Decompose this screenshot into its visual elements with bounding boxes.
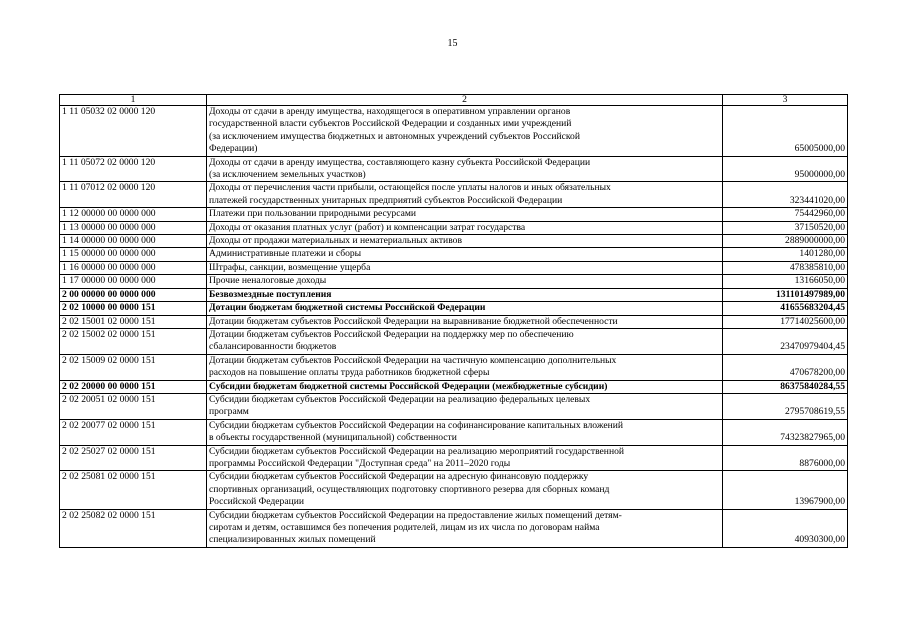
description-line: Российской Федерации xyxy=(209,496,304,508)
description-line: Административные платежи и сборы xyxy=(209,248,362,260)
revenue-description xyxy=(207,509,723,547)
budget-code: 2 02 20000 00 0000 151 xyxy=(60,380,207,393)
amount: 17714025600,00 xyxy=(723,315,848,328)
revenue-description xyxy=(207,445,723,471)
revenue-description xyxy=(207,328,723,354)
budget-code: 2 02 15001 02 0000 151 xyxy=(60,315,207,328)
description-line: программ xyxy=(209,406,249,418)
page-number: 15 xyxy=(447,38,458,49)
description-line: (за исключением имущества бюджетных и автономных учреждений субъектов Российской xyxy=(209,130,580,142)
revenue-description xyxy=(207,261,723,274)
description-line: расходов на повышение оплаты труда работников бюджетной сферы xyxy=(209,367,490,379)
amount: 23470979404,45 xyxy=(723,328,848,354)
description-line: Доходы от продажи материальных и нематериальных активов xyxy=(209,235,462,247)
revenue-description xyxy=(207,354,723,380)
description-line: Прочие неналоговые доходы xyxy=(209,275,327,287)
description-line: специализированных жилых помещений xyxy=(209,534,376,546)
column-header-2: 2 xyxy=(207,95,723,106)
amount: 1401280,00 xyxy=(723,248,848,261)
budget-code: 2 02 20051 02 0000 151 xyxy=(60,393,207,419)
amount: 2889000000,00 xyxy=(723,235,848,248)
description-line: Субсидии бюджетам субъектов Российской Федерации на софинансирование капитальных вложений xyxy=(209,419,623,431)
amount: 86375840284,55 xyxy=(723,380,848,393)
budget-code: 2 02 15002 02 0000 151 xyxy=(60,328,207,354)
amount: 478385810,00 xyxy=(723,261,848,274)
description-line: сиротам и детям, оставшимся без попечения родителей, лицам из их числа по договорам найма xyxy=(209,522,600,533)
description-line: Доходы от перечисления части прибыли, остающейся после уплаты налогов и иных обязательных xyxy=(209,182,611,194)
table-row xyxy=(60,315,848,328)
table-row xyxy=(60,302,848,315)
table-row xyxy=(60,248,848,261)
budget-code: 1 11 05072 02 0000 120 xyxy=(60,156,207,182)
budget-code: 1 12 00000 00 0000 000 xyxy=(60,208,207,221)
amount: 131101497989,00 xyxy=(723,288,848,301)
table-row xyxy=(60,393,848,419)
amount: 37150520,00 xyxy=(723,221,848,234)
revenue-description xyxy=(207,182,723,208)
description-line: программы Российской Федерации "Доступная среда" на 2011–2020 годы xyxy=(209,457,511,469)
table-row xyxy=(60,156,848,182)
revenue-description xyxy=(207,221,723,234)
revenue-table xyxy=(59,94,848,548)
amount: 323441020,00 xyxy=(723,182,848,208)
revenue-description xyxy=(207,393,723,419)
description-line: Дотации бюджетам бюджетной системы Российской Федерации xyxy=(209,302,486,314)
budget-code: 2 00 00000 00 0000 000 xyxy=(60,288,207,301)
table-row xyxy=(60,182,848,208)
description-line: Субсидии бюджетам субъектов Российской Федерации на адресную финансовую поддержку xyxy=(209,471,589,483)
description-line: Дотации бюджетам субъектов Российской Федерации на частичную компенсацию дополнительных xyxy=(209,354,617,366)
description-line: Штрафы, санкции, возмещение ущерба xyxy=(209,261,371,273)
description-line: Дотации бюджетам субъектов Российской Федерации на поддержку мер по обеспечению xyxy=(209,328,574,340)
budget-code: 1 16 00000 00 0000 000 xyxy=(60,261,207,274)
column-header-3: 3 xyxy=(723,95,848,106)
table-row xyxy=(60,106,848,157)
budget-code: 2 02 25082 02 0000 151 xyxy=(60,509,207,547)
revenue-description xyxy=(207,288,723,301)
description-line: Федерации) xyxy=(209,143,258,155)
description-line: Доходы от оказания платных услуг (работ) и компенсации затрат государства xyxy=(209,221,526,233)
amount: 65005000,00 xyxy=(723,106,848,157)
amount: 95000000,00 xyxy=(723,156,848,182)
revenue-description xyxy=(207,380,723,393)
revenue-description xyxy=(207,315,723,328)
budget-code: 2 02 15009 02 0000 151 xyxy=(60,354,207,380)
budget-code: 1 15 00000 00 0000 000 xyxy=(60,248,207,261)
amount: 13967900,00 xyxy=(723,471,848,509)
amount: 41655683204,45 xyxy=(723,302,848,315)
description-line: Дотации бюджетам субъектов Российской Федерации на выравнивание бюджетной обеспеченности xyxy=(209,315,618,327)
table-row xyxy=(60,261,848,274)
table-row xyxy=(60,275,848,288)
description-line: Субсидии бюджетам субъектов Российской Федерации на предоставление жилых помещений детям- xyxy=(209,509,622,521)
description-line: сбалансированности бюджетов xyxy=(209,341,337,353)
budget-code: 2 02 25027 02 0000 151 xyxy=(60,445,207,471)
table-row xyxy=(60,354,848,380)
budget-code: 2 02 20077 02 0000 151 xyxy=(60,419,207,445)
revenue-description xyxy=(207,106,723,157)
budget-code: 2 02 10000 00 0000 151 xyxy=(60,302,207,315)
amount: 40930300,00 xyxy=(723,509,848,547)
budget-code: 1 14 00000 00 0000 000 xyxy=(60,235,207,248)
amount: 13166050,00 xyxy=(723,275,848,288)
table-row xyxy=(60,509,848,547)
table-row xyxy=(60,419,848,445)
table-row xyxy=(60,471,848,509)
description-line: Субсидии бюджетам субъектов Российской Федерации на реализацию мероприятий государственной xyxy=(209,445,625,457)
revenue-description xyxy=(207,419,723,445)
description-line: Субсидии бюджетам бюджетной системы Российской Федерации (межбюджетные субсидии) xyxy=(209,380,608,392)
budget-code: 1 11 05032 02 0000 120 xyxy=(60,106,207,157)
amount: 75442960,00 xyxy=(723,208,848,221)
description-line: государственной власти субъектов Российской Федерации и созданных ими учреждений xyxy=(209,118,572,130)
amount: 470678200,00 xyxy=(723,354,848,380)
budget-code: 1 17 00000 00 0000 000 xyxy=(60,275,207,288)
description-line: (за исключением земельных участков) xyxy=(209,169,366,181)
budget-code: 1 13 00000 00 0000 000 xyxy=(60,221,207,234)
description-line: в объекты государственной (муниципальной) собственности xyxy=(209,432,457,444)
budget-code: 2 02 25081 02 0000 151 xyxy=(60,471,207,509)
amount: 74323827965,00 xyxy=(723,419,848,445)
description-line: Безвозмездные поступления xyxy=(209,288,332,300)
description-line: Доходы от сдачи в аренду имущества, составляющего казну субъекта Российской Федерации xyxy=(209,156,591,168)
description-line: Доходы от сдачи в аренду имущества, находящегося в оперативном управлении органов xyxy=(209,106,571,117)
revenue-description xyxy=(207,235,723,248)
revenue-description xyxy=(207,156,723,182)
table-row xyxy=(60,328,848,354)
table-row xyxy=(60,445,848,471)
column-header-1: 1 xyxy=(60,95,207,106)
description-line: Субсидии бюджетам субъектов Российской Федерации на реализацию федеральных целевых xyxy=(209,393,591,405)
revenue-description xyxy=(207,248,723,261)
table-header-row xyxy=(60,95,848,106)
table-row xyxy=(60,221,848,234)
revenue-description xyxy=(207,208,723,221)
table-row xyxy=(60,208,848,221)
amount: 8876000,00 xyxy=(723,445,848,471)
table-row xyxy=(60,380,848,393)
table-row xyxy=(60,288,848,301)
budget-code: 1 11 07012 02 0000 120 xyxy=(60,182,207,208)
description-line: платежей государственных унитарных предприятий субъектов Российской Федерации xyxy=(209,194,563,206)
description-line: Платежи при пользовании природными ресурсами xyxy=(209,208,417,220)
table-row xyxy=(60,235,848,248)
revenue-description xyxy=(207,275,723,288)
description-line: спортивных организаций, осуществляющих подготовку спортивного резерва для сборных команд xyxy=(209,483,610,495)
amount: 2795708619,55 xyxy=(723,393,848,419)
revenue-description xyxy=(207,302,723,315)
revenue-description xyxy=(207,471,723,509)
